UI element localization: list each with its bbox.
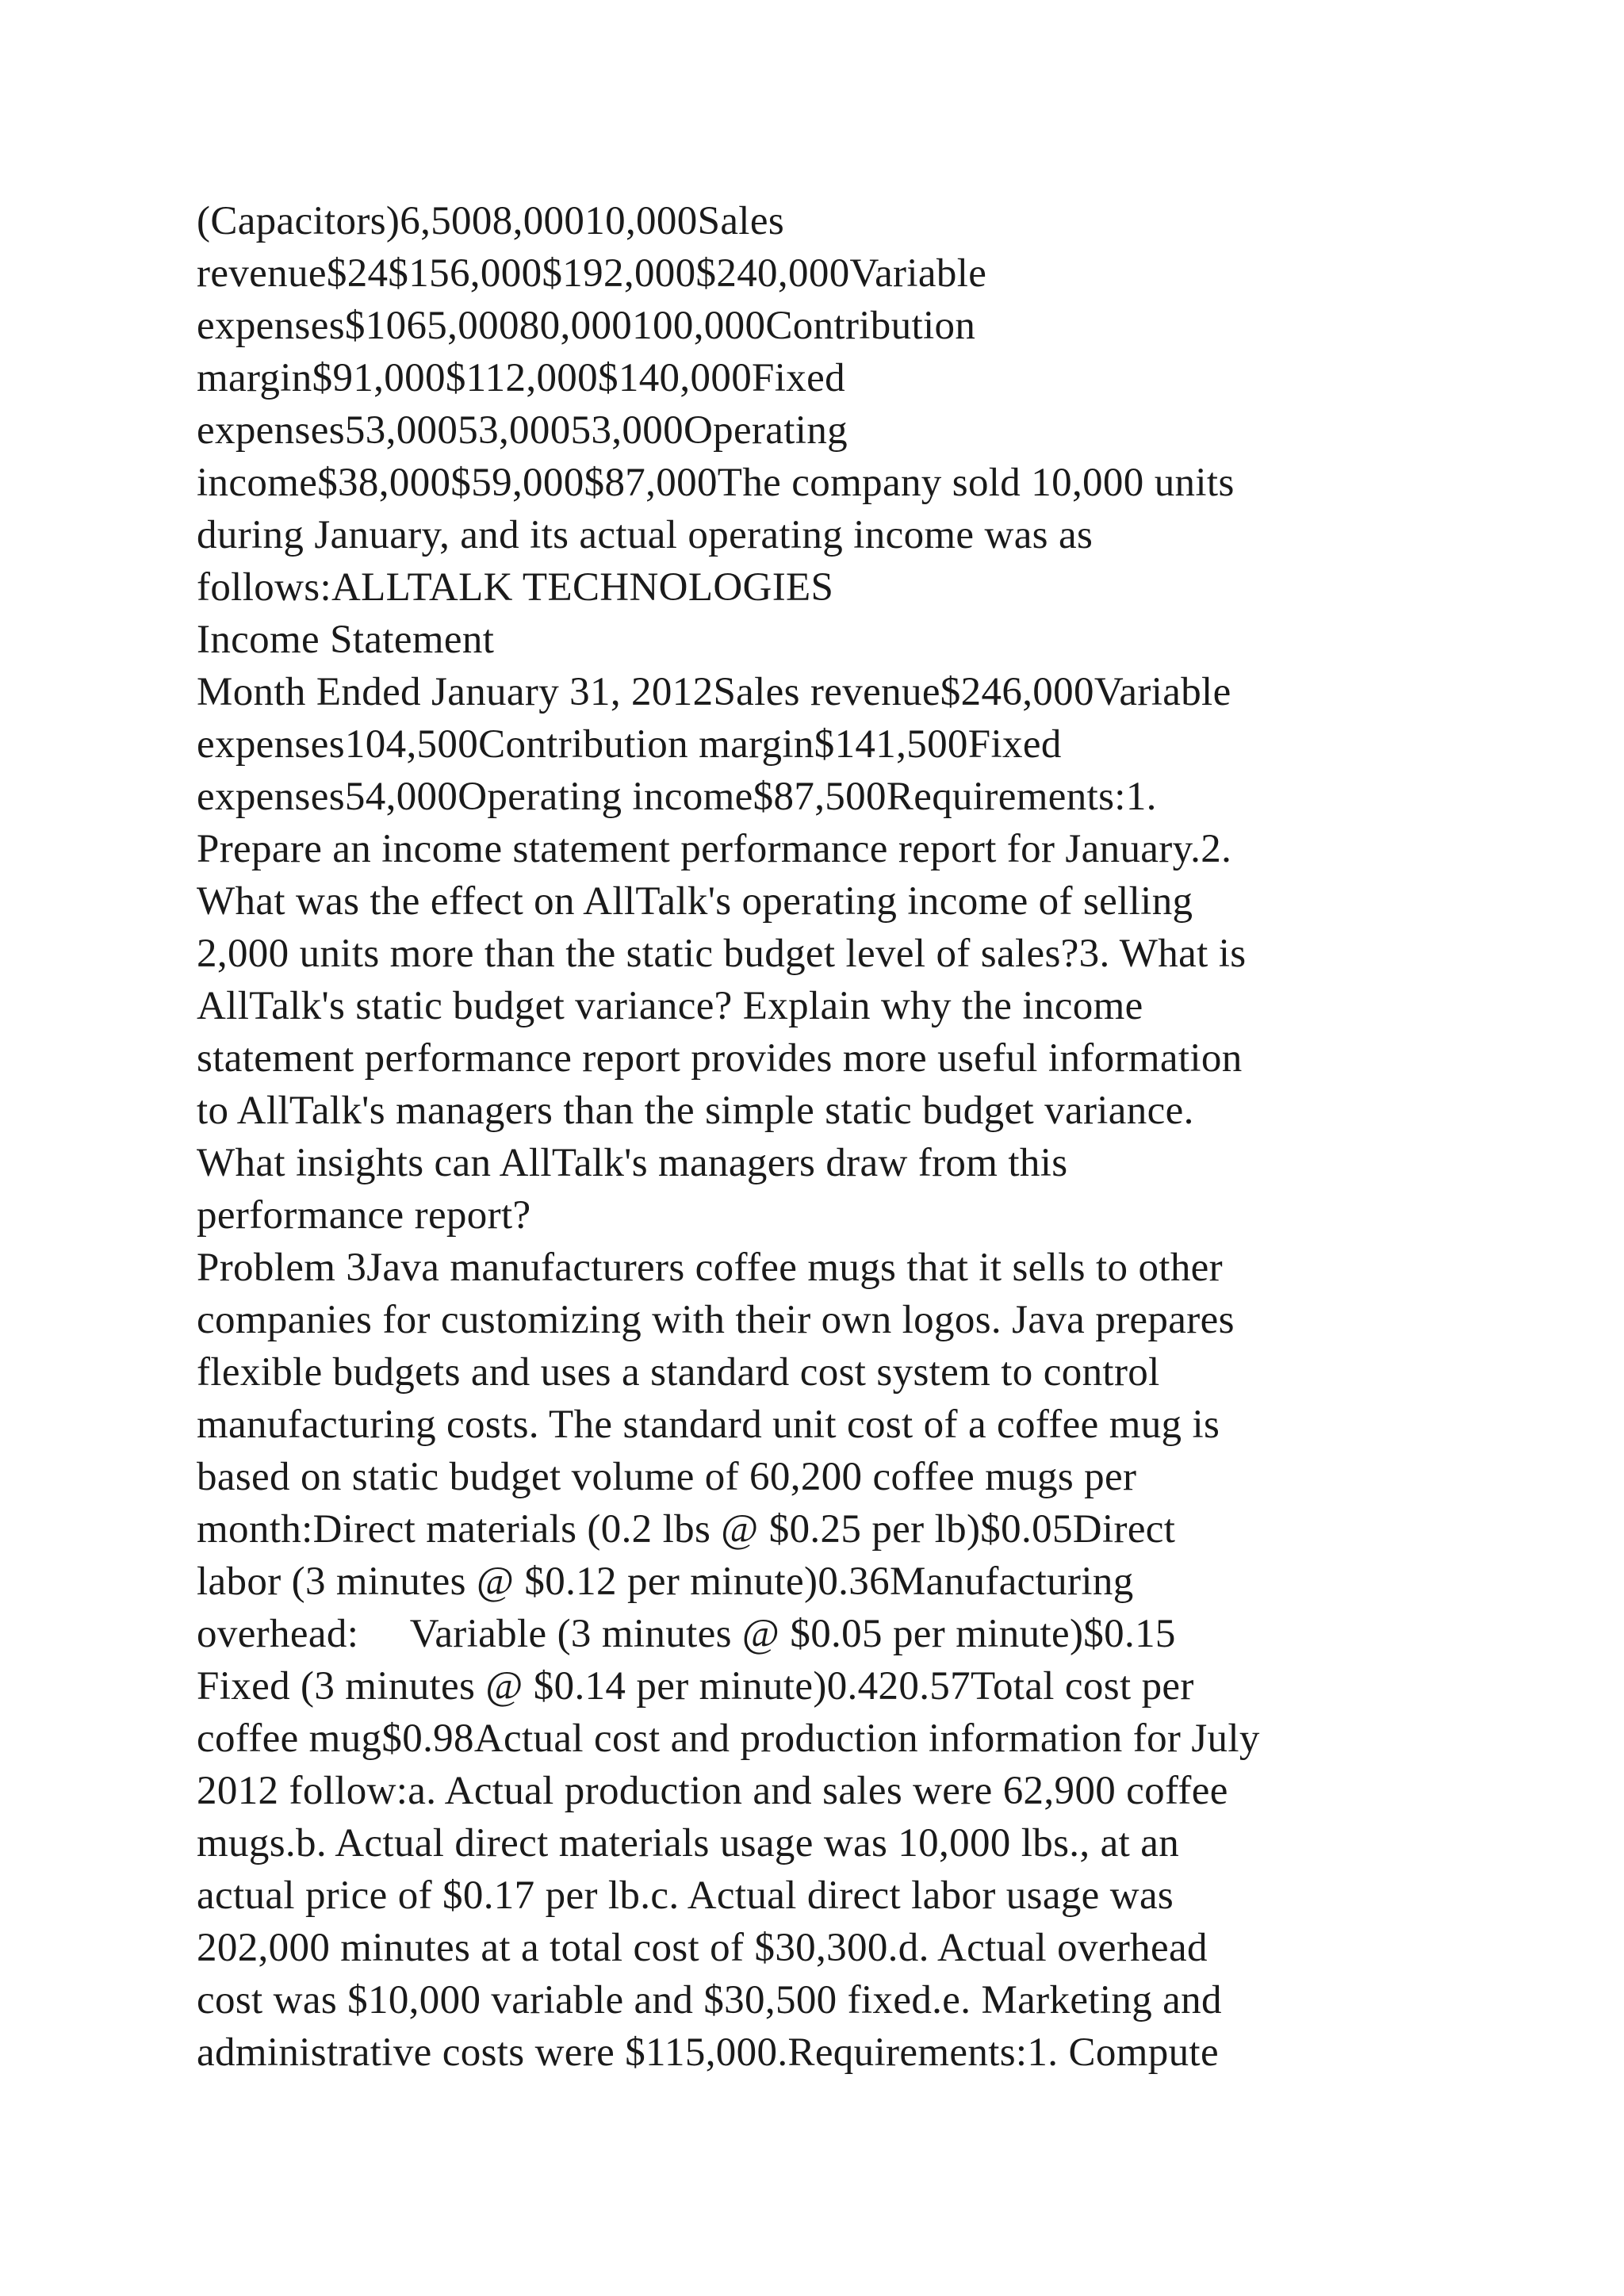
- text-line: Prepare an income statement performance report for January.2.: [197, 827, 1232, 871]
- text-line: performance report?: [197, 1193, 531, 1238]
- text-line: expenses104,500Contribution margin$141,500Fixed: [197, 722, 1062, 767]
- text-line: actual price of $0.17 per lb.c. Actual direct labor usage was: [197, 1873, 1174, 1918]
- text-line: revenue$24$156,000$192,000$240,000Variable: [197, 251, 987, 296]
- text-line: companies for customizing with their own logos. Java prepares: [197, 1298, 1235, 1342]
- text-line: statement performance report provides more useful information: [197, 1036, 1243, 1081]
- text-line: 202,000 minutes at a total cost of $30,300.d. Actual overhead: [197, 1926, 1208, 1970]
- text-line: Income Statement: [197, 618, 495, 662]
- text-line: Problem 3Java manufacturers coffee mugs that it sells to other: [197, 1246, 1223, 1290]
- text-line: expenses53,00053,00053,000Operating: [197, 408, 848, 453]
- document-body: [197, 195, 1497, 2079]
- text-line: Fixed (3 minutes @ $0.14 per minute)0.420.57Total cost per: [197, 1664, 1194, 1709]
- text-line: cost was $10,000 variable and $30,500 fixed.e. Marketing and: [197, 1978, 1222, 2022]
- text-line: income$38,000$59,000$87,000The company sold 10,000 units: [197, 461, 1235, 505]
- text-line: follows:ALLTALK TECHNOLOGIES: [197, 565, 834, 610]
- text-line: manufacturing costs. The standard unit cost of a coffee mug is: [197, 1402, 1220, 1447]
- text-line: AllTalk's static budget variance? Explain why the income: [197, 984, 1143, 1028]
- text-line: (Capacitors)6,5008,00010,000Sales: [197, 199, 785, 243]
- text-line: based on static budget volume of 60,200 coffee mugs per: [197, 1455, 1137, 1499]
- text-line: labor (3 minutes @ $0.12 per minute)0.36Manufacturing: [197, 1559, 1134, 1604]
- text-line: expenses$1065,00080,000100,000Contribution: [197, 304, 976, 348]
- text-line: Month Ended January 31, 2012Sales revenue$246,000Variable: [197, 670, 1231, 714]
- text-line: margin$91,000$112,000$140,000Fixed: [197, 356, 845, 400]
- text-line: overhead: Variable (3 minutes @ $0.05 per minute)$0.15: [197, 1612, 1176, 1656]
- text-line: What insights can AllTalk's managers draw from this: [197, 1141, 1068, 1185]
- text-line: What was the effect on AllTalk's operating income of selling: [197, 879, 1193, 924]
- text-line: flexible budgets and uses a standard cost system to control: [197, 1350, 1160, 1395]
- text-line: coffee mug$0.98Actual cost and production information for July: [197, 1716, 1260, 1761]
- text-line: 2012 follow:a. Actual production and sales were 62,900 coffee: [197, 1769, 1228, 1813]
- text-line: month:Direct materials (0.2 lbs @ $0.25 per lb)$0.05Direct: [197, 1507, 1176, 1552]
- text-line: during January, and its actual operating income was as: [197, 513, 1094, 557]
- text-line: administrative costs were $115,000.Requirements:1. Compute: [197, 2030, 1219, 2075]
- text-line: 2,000 units more than the static budget level of sales?3. What is: [197, 932, 1247, 976]
- text-line: to AllTalk's managers than the simple static budget variance.: [197, 1089, 1194, 1133]
- text-line: mugs.b. Actual direct materials usage was 10,000 lbs., at an: [197, 1821, 1180, 1866]
- text-line: expenses54,000Operating income$87,500Requirements:1.: [197, 775, 1157, 819]
